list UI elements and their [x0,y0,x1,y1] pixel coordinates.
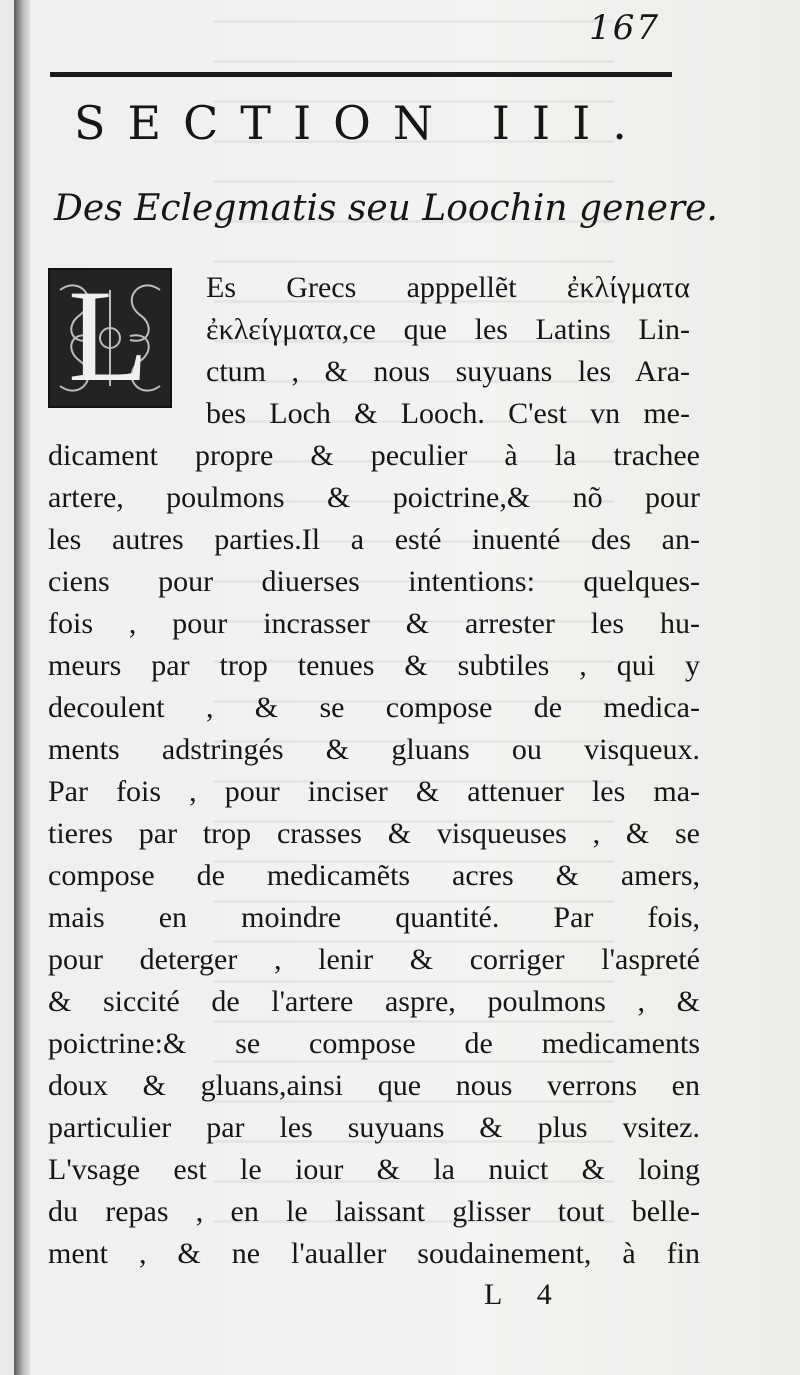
text-line: du repas , en le laissant glisser tout belle- [48,1195,700,1228]
book-page [14,0,800,1375]
text-line: bes Loch & Looch. C'est vn me- [206,397,690,430]
text-line: particulier par les suyuans & plus vsitez. [48,1111,700,1144]
text-line: poictrine:& se compose de medicaments [48,1027,700,1060]
page-number: 167 [589,8,660,48]
text-line: & siccité de l'artere aspre, poulmons , & [48,985,700,1018]
text-line: Par fois , pour inciser & attenuer les ma- [48,775,700,808]
text-line: artere, poulmons & poictrine,& nõ pour [48,481,700,514]
text-line: meurs par trop tenues & subtiles , qui y [48,649,700,682]
text-line: ment , & ne l'aualler soudainement, à fin [48,1237,700,1270]
text-line: doux & gluans,ainsi que nous verrons en [48,1069,700,1102]
signature-mark: L 4 [484,1278,566,1311]
text-line: L'vsage est le iour & la nuict & loing [48,1153,700,1186]
text-line: les autres parties.Il a esté inuenté des an- [48,523,700,556]
text-line: Es Grecs apppellẽt ἐκλίγματα [206,271,690,304]
text-line: ments adstringés & gluans ou visqueux. [48,733,700,766]
text-line: compose de medicamẽts acres & amers, [48,859,700,892]
decorated-initial [48,262,172,409]
header-rule [50,72,672,77]
text-line: ἐκλείγματα,ce que les Latins Lin- [206,313,690,346]
page-gutter-shadow [14,0,30,1375]
drop-cap-letter: L [68,262,149,409]
text-line: pour deterger , lenir & corriger l'aspreté [48,943,700,976]
section-subtitle: Des Eclegmatis seu Loochin genere. [54,188,718,229]
text-line: fois , pour incrasser & arrester les hu- [48,607,700,640]
text-line: ctum , & nous suyuans les Ara- [206,355,690,388]
text-line: decoulent , & se compose de medica- [48,691,700,724]
text-line: tieres par trop crasses & visqueuses , & se [48,817,700,850]
text-line: dicament propre & peculier à la trachee [48,439,700,472]
text-line: ciens pour diuerses intentions: quelques- [48,565,700,598]
section-heading: SECTION III. [74,96,649,150]
text-line: mais en moindre quantité. Par fois, [48,901,700,934]
